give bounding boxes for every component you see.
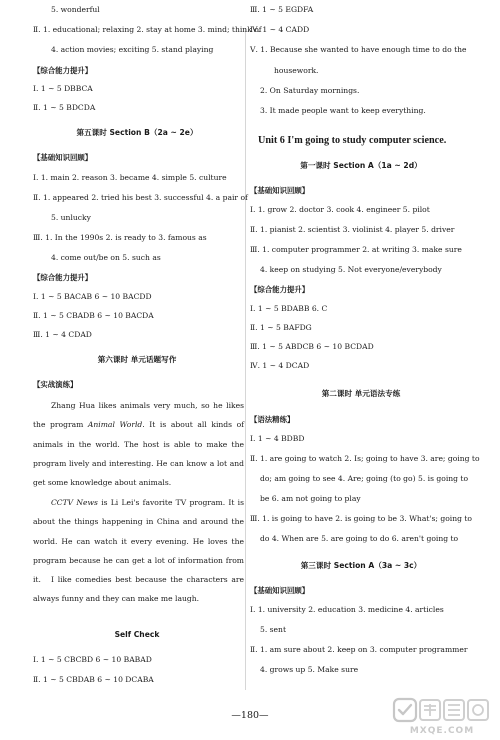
answer-line: Ⅲ. 1 ~ 4 CDAD (33, 330, 92, 339)
answer-line: Ⅱ. 1. pianist 2. scientist 3. violinist 4. player 5. driver (250, 225, 455, 234)
answer-line: Ⅰ. 1 ~ 5 DBBCA (33, 84, 93, 93)
answer-line: Ⅱ. 1 ~ 5 BAFDG (250, 323, 312, 332)
section-heading: 【语法精练】 (250, 415, 295, 424)
answer-line: 3. It made people want to keep everything. (260, 106, 426, 115)
answer-line: 4. come out/be on 5. such as (51, 253, 161, 262)
answer-line: do; am going to see 4. Are; going (to go) 5. is going to (260, 474, 469, 483)
answer-line: Ⅳ. 1 ~ 4 DCAD (250, 361, 310, 370)
answer-line: 4. action movies; exciting 5. stand playing (51, 45, 214, 54)
section-heading: 【基础知识回顾】 (250, 586, 310, 595)
writing-paragraph-2: CCTV News is Li Lei's favorite TV program. It is about the things happening in China and around the world. He can watch it every evening. He loves the program because he can get a lot of information from it. (33, 498, 245, 585)
answer-line: Ⅳ. 1 ~ 4 CADD (250, 25, 310, 34)
answer-line: 5. sent (260, 625, 286, 634)
answer-line: Ⅱ. 1. appeared 2. tried his best 3. successful 4. a pair of (33, 193, 248, 202)
answer-line: Ⅱ. 1 ~ 5 CBDAB 6 ~ 10 DCABA (33, 675, 154, 684)
page-number: —180— (231, 710, 269, 721)
lesson-title: 第二课时 单元语法专练 (321, 389, 401, 398)
answer-line: do 4. When are 5. are going to do 6. aren't going to (260, 534, 459, 543)
answer-line: Ⅰ. 1. main 2. reason 3. became 4. simple 5. culture (33, 173, 227, 182)
section-heading: 【基础知识回顾】 (33, 153, 93, 162)
answer-line: 5. unlucky (51, 213, 91, 222)
lesson-title: 第五课时 Section B（2a ~ 2e） (76, 128, 198, 137)
answer-line: 5. wonderful (51, 5, 100, 14)
section-heading: 【综合能力提升】 (33, 273, 93, 282)
section-heading: 【综合能力提升】 (33, 66, 93, 75)
answer-line: 2. On Saturday mornings. (260, 86, 360, 95)
answer-line: Ⅰ. 1. grow 2. doctor 3. cook 4. engineer 5. pilot (250, 205, 430, 214)
answer-line: Ⅲ. 1. is going to have 2. is going to be 3. What's; going to (250, 514, 473, 523)
section-heading: 【综合能力提升】 (250, 285, 310, 294)
writing-paragraph-1: Zhang Hua likes animals very much, so he likes the program Animal World. It is about all kinds of animals in the world. The host is able to make the program lively and interesting. He can know a lot and get some knowledge about animals. (33, 401, 245, 488)
answer-line: Ⅱ. 1. educational; relaxing 2. stay at home 3. mind; think of (33, 25, 262, 34)
answer-line: Ⅰ. 1 ~ 5 BACAB 6 ~ 10 BACDD (33, 292, 152, 301)
answer-line: Ⅰ. 1 ~ 5 CBCBD 6 ~ 10 BABAD (33, 655, 152, 664)
answer-line: Ⅲ. 1. In the 1990s 2. is ready to 3. famous as (33, 233, 207, 242)
lesson-title: 第三课时 Section A（3a ~ 3c） (300, 561, 422, 570)
answer-line: Ⅲ. 1 ~ 5 ABDCB 6 ~ 10 BCDAD (250, 342, 374, 351)
answer-line: housework. (274, 66, 319, 75)
section-heading: 【基础知识回顾】 (250, 186, 310, 195)
column-divider (245, 28, 246, 690)
watermark-logo (392, 696, 492, 736)
lesson-title: Self Check (114, 630, 160, 639)
lesson-title: 第六课时 单元话题写作 (97, 355, 177, 364)
answer-line: Ⅴ. 1. Because she wanted to have enough time to do the (250, 45, 467, 54)
svg-text:MXQE.COM: MXQE.COM (409, 726, 475, 736)
unit-title: Unit 6 I'm going to study computer science. (258, 135, 447, 146)
writing-paragraph-3: I like comedies best because the characters are always funny and they can make me laugh. (33, 575, 244, 604)
answer-line: Ⅰ. 1 ~ 4 BDBD (250, 434, 305, 443)
answer-line: Ⅱ. 1. are going to watch 2. Is; going to have 3. are; going to (250, 454, 480, 463)
answer-line: Ⅲ. 1. computer programmer 2. at writing 3. make sure (250, 245, 462, 254)
answer-line: Ⅲ. 1 ~ 5 EGDFA (250, 5, 314, 14)
answer-line: Ⅱ. 1. am sure about 2. keep on 3. computer programmer (250, 645, 468, 654)
answer-line: 4. keep on studying 5. Not everyone/everybody (260, 265, 442, 274)
answer-line: be 6. am not going to play (260, 494, 361, 503)
answer-line: Ⅱ. 1 ~ 5 BDCDA (33, 103, 96, 112)
answer-line: Ⅱ. 1 ~ 5 CBADB 6 ~ 10 BACDA (33, 311, 154, 320)
section-heading: 【实战演练】 (33, 380, 78, 389)
answer-line: 4. grows up 5. Make sure (260, 665, 359, 674)
answer-line: Ⅰ. 1. university 2. education 3. medicine 4. articles (250, 605, 444, 614)
lesson-title: 第一课时 Section A（1a ~ 2d） (300, 161, 422, 170)
answer-line: Ⅰ. 1 ~ 5 BDABB 6. C (250, 304, 328, 313)
